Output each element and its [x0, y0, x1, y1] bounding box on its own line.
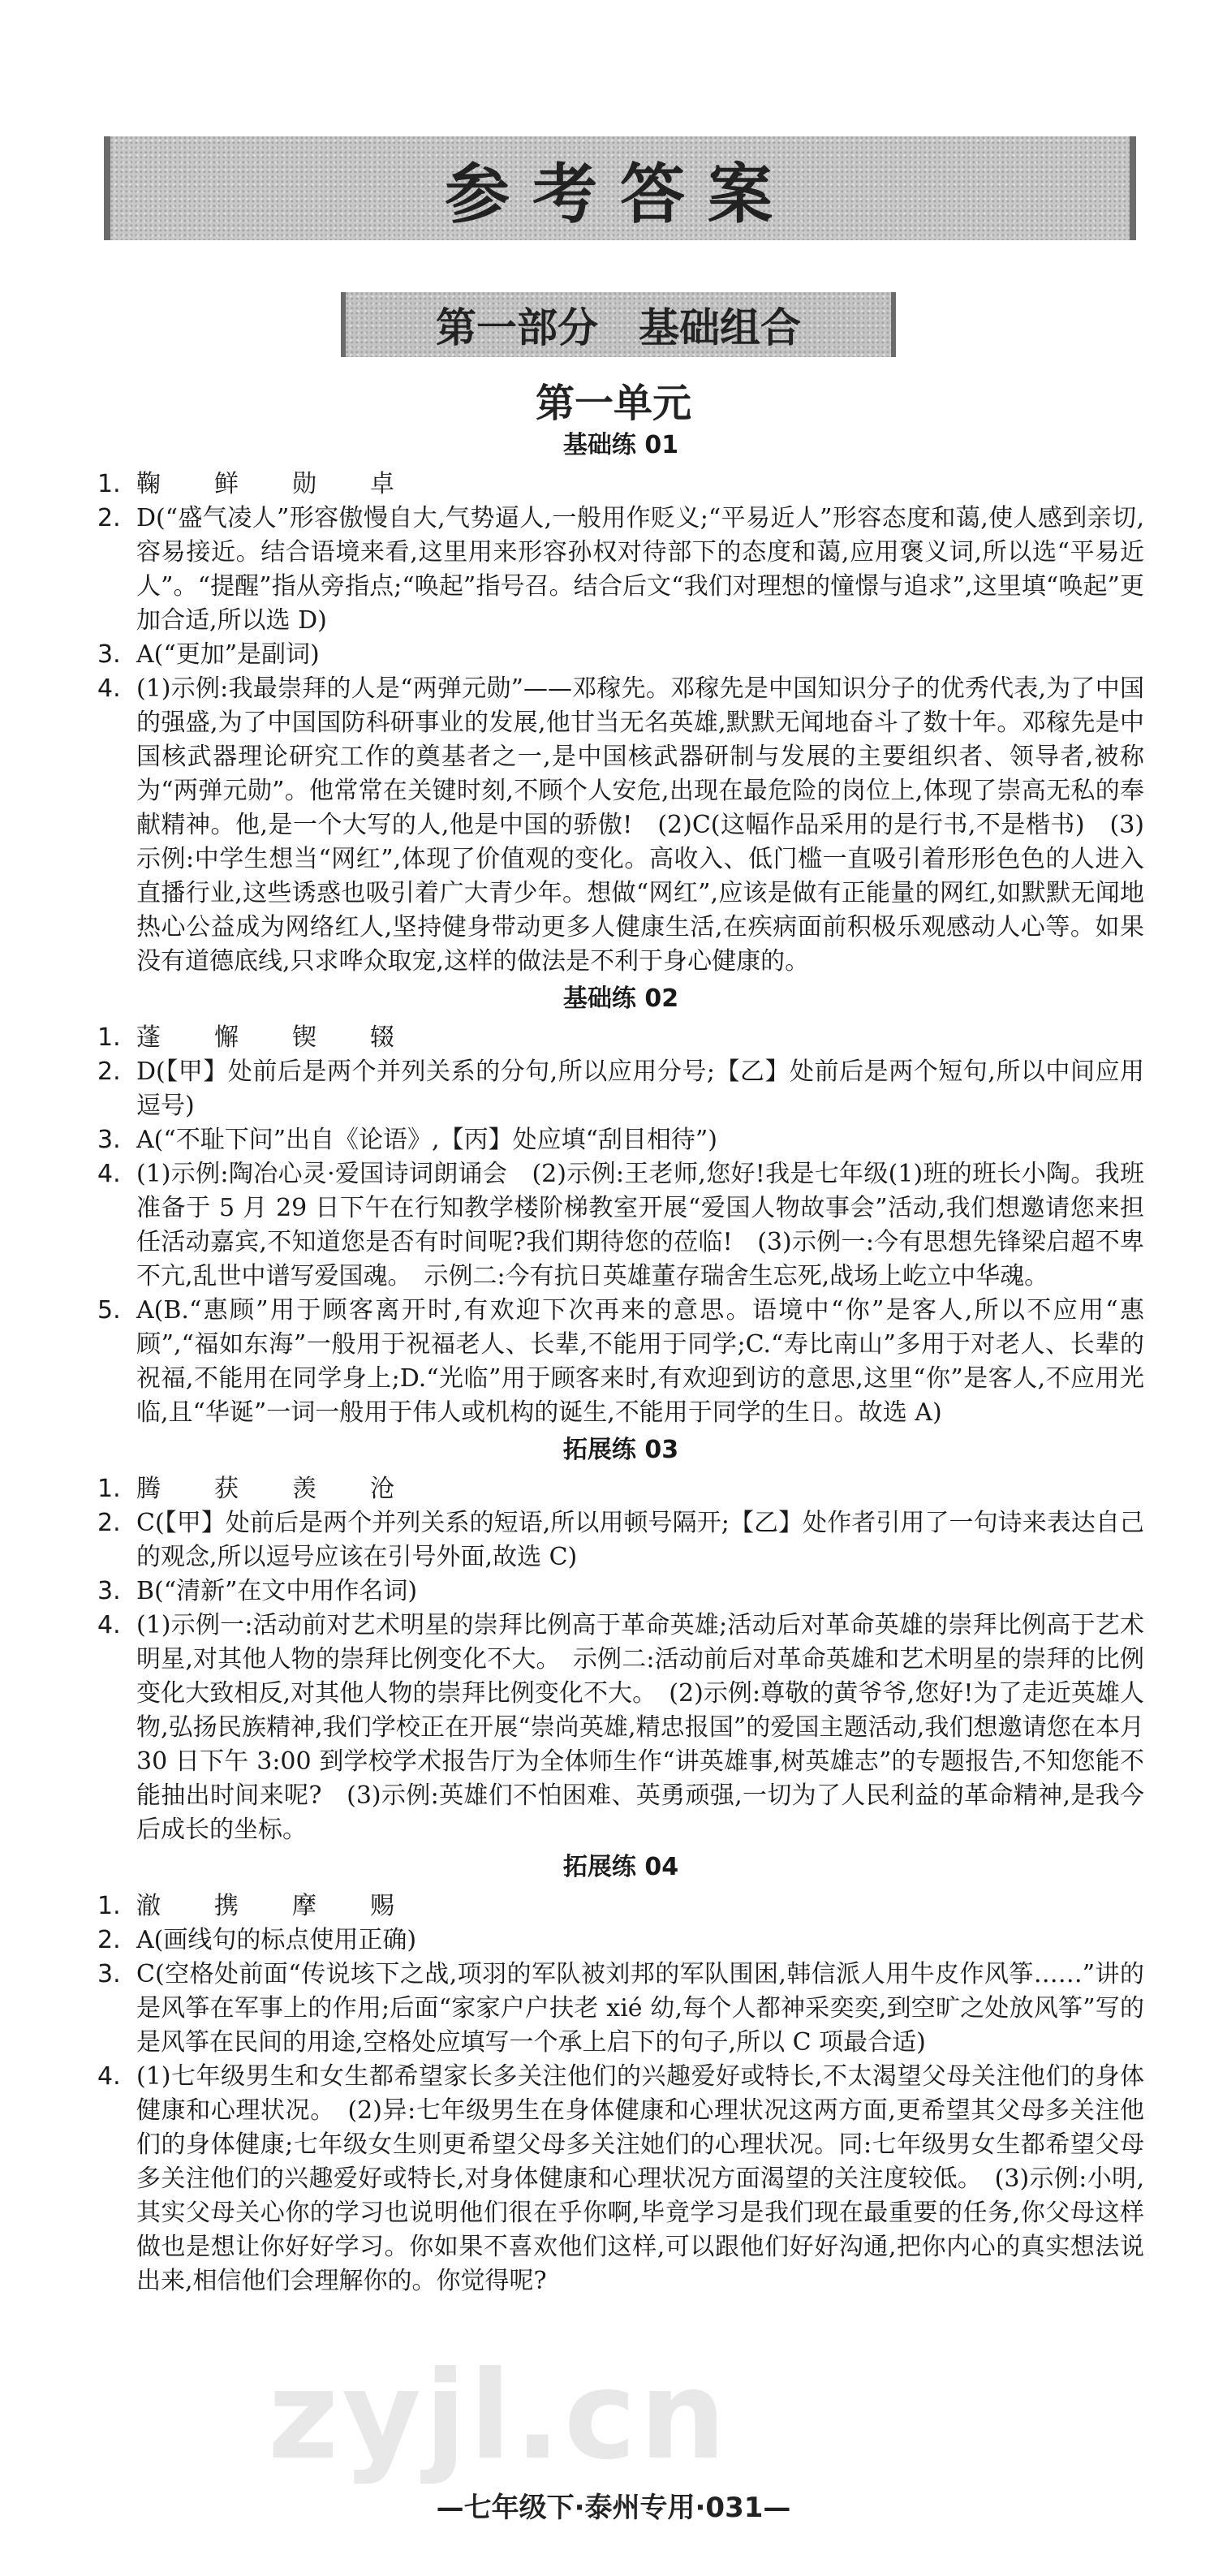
item-number: 2. [97, 504, 121, 532]
answer-content [97, 425, 1144, 2298]
answer-item [97, 1506, 1144, 1574]
page-footer: —七年级下·泰州专用·031— [436, 2492, 791, 2524]
item-number: 3. [97, 640, 121, 669]
item-text: (1)示例一:活动前对艺术明星的崇拜比例高于革命英雄;活动后对革命英雄的崇拜比例高于艺术明星,对其他人物的崇拜比例变化不大。 示例二:活动前后对革命英雄和艺术明星的崇拜的比例变化大致相反,对其他人物的崇拜比例变化不大。 (2)示例:尊敬的黄爷爷,您好!为了走近英雄人物,弘扬民族精神,我们学校正在开展“崇尚英雄,精忠报国”的爱国主题活动,我们想邀请您在本月 30 日下午 3:00 到学校学术报告厅为全体师生作“讲英雄事,树英雄志”的专题报告,不知您能不能抽出时间来呢? (3)示例:英雄们不怕困难、英勇顽强,一切为了人民利益的革命精神,是我今后成长的坐标。 [136, 1611, 1144, 1844]
item-text: D(【甲】处前后是两个并列关系的分句,所以应用分号;【乙】处前后是两个短句,所以中间应用逗号) [136, 1058, 1144, 1120]
item-number: 4. [97, 1611, 121, 1639]
item-number: 1. [97, 470, 121, 498]
item-text: (1)示例:陶冶心灵·爱国诗词朗诵会 (2)示例:王老师,您好!我是七年级(1)班的班长小陶。我班准备于 5 月 29 日下午在行知教学楼阶梯教室开展“爱国人物故事会”活动,我们想邀请您来担任活动嘉宾,不知道您是否有时间呢?我们期待您的莅临! (3)示例一:今有思想先锋梁启超不卑不亢,乱世中谱写爱国魂。 示例二:今有抗日英雄董存瑞舍生忘死,战场上屹立中华魂。 [136, 1160, 1144, 1290]
exercise-04 [97, 1847, 1144, 2298]
item-text: A(B.“惠顾”用于顾客离开时,有欢迎下次再来的意思。语境中“你”是客人,所以不应用“惠顾”,“福如东海”一般用于祝福老人、长辈,不能用于同学;C.“寿比南山”多用于对老人、长辈的祝福,不能用在同学身上;D.“光临”用于顾客来时,有欢迎到访的意思,这里“你”是客人,不应用光临,且“华诞”一词一般用于伟人或机构的诞生,不能用于同学的生日。故选 A) [136, 1296, 1144, 1427]
main-title-banner [104, 136, 1136, 240]
section-title-banner [341, 292, 896, 357]
item-number: 4. [97, 2062, 121, 2091]
answer-item [97, 1055, 1144, 1123]
item-number: 1. [97, 1892, 121, 1920]
watermark: zyjl.cn [268, 2346, 730, 2487]
answer-item [97, 1923, 1144, 1958]
item-text: (1)示例:我最崇拜的人是“两弹元勋”——邓稼先。邓稼先是中国知识分子的优秀代表,为了中国的强盛,为了中国国防科研事业的发展,他甘当无名英雄,默默无闻地奋斗了数十年。邓稼先是中国核武器理论研究工作的奠基者之一,是中国核武器研制与发展的主要组织者、领导者,被称为“两弹元勋”。他常常在关键时刻,不顾个人安危,出现在最危险的岗位上,体现了崇高无私的奉献精神。他,是一个大写的人,他是中国的骄傲! (2)C(这幅作品采用的是行书,不是楷书) (3)示例:中学生想当“网红”,体现了价值观的变化。高收入、低门槛一直吸引着形形色色的人进入直播行业,这些诱惑也吸引着广大青少年。想做“网红”,应该是做有正能量的网红,如默默无闻地热心公益成为网络红人,坚持健身带动更多人健康生活,在疾病面前积极乐观感动人心等。如果没有道德底线,只求哗众取宠,这样的做法是不利于身心健康的。 [136, 674, 1144, 976]
exercise-02 [97, 979, 1144, 1430]
item-number: 2. [97, 1926, 121, 1954]
item-number: 1. [97, 1475, 121, 1503]
exercise-title: 拓展练 03 [562, 1436, 679, 1464]
answer-item [97, 1609, 1144, 1847]
item-number: 5. [97, 1296, 121, 1325]
answer-item [97, 1123, 1144, 1157]
item-text: D(“盛气凌人”形容傲慢自大,气势逼人,一般用作贬义;“平易近人”形容态度和蔼,使人感到亲切,容易接近。结合语境来看,这里用来形容孙权对待部下的态度和蔼,应用褒义词,所以选“平易近人”。“提醒”指从旁指点;“唤起”指号召。结合后文“我们对理想的憧憬与追求”,这里填“唤起”更加合适,所以选 D) [136, 504, 1144, 635]
item-text: B(“清新”在文中用作名词) [136, 1577, 418, 1605]
item-number: 4. [97, 674, 121, 703]
item-text: A(“不耻下问”出自《论语》,【丙】处应填“刮目相待”) [136, 1126, 717, 1154]
exercise-03 [97, 1430, 1144, 1847]
answer-item [97, 1889, 1144, 1923]
main-title: 参考答案 [445, 155, 795, 232]
answer-item [97, 1472, 1144, 1506]
answer-item [97, 638, 1144, 672]
item-text: 澈 携 摩 赐 [136, 1892, 409, 1920]
item-text: 鞠 鲜 勋 卓 [136, 470, 409, 498]
item-number: 3. [97, 1577, 121, 1605]
answer-item [97, 1157, 1144, 1294]
item-number: 3. [97, 1960, 121, 1988]
item-text: C(【甲】处前后是两个并列关系的短语,所以用顿号隔开;【乙】处作者引用了一句诗来表达自己的观念,所以逗号应该在引号外面,故选 C) [136, 1509, 1144, 1571]
item-text: A(“更加”是副词) [136, 640, 320, 669]
item-number: 2. [97, 1509, 121, 1537]
answer-item [97, 1958, 1144, 2060]
answer-item [97, 1574, 1144, 1609]
item-text: 腾 获 羡 沧 [136, 1475, 409, 1503]
exercise-01 [97, 425, 1144, 979]
item-number: 2. [97, 1058, 121, 1086]
answer-item [97, 467, 1144, 502]
exercise-title: 基础练 02 [562, 984, 679, 1013]
item-text: (1)七年级男生和女生都希望家长多关注他们的兴趣爱好或特长,不太渴望父母关注他们的身体健康和心理状况。 (2)异:七年级男生在身体健康和心理状况这两方面,更希望其父母多关注他们的身体健康;七年级女生则更希望父母多关注她们的心理状况。同:七年级男女生都希望父母多关注他们的兴趣爱好或特长,对身体健康和心理状况方面渴望的关注度较低。 (3)示例:小明,其实父母关心你的学习也说明他们很在乎你啊,毕竟学习是我们现在最重要的任务,你父母这样做也是想让你好好学习。你如果不喜欢他们这样,可以跟他们好好沟通,把你内心的真实想法说出来,相信他们会理解你的。你觉得呢? [136, 2062, 1144, 2295]
item-number: 1. [97, 1023, 121, 1052]
answer-item [97, 2060, 1144, 2298]
exercise-title: 拓展练 04 [562, 1853, 679, 1881]
exercise-title: 基础练 01 [562, 431, 679, 459]
item-text: C(空格处前面“传说垓下之战,项羽的军队被刘邦的军队围困,韩信派人用牛皮作风筝……”讲的是风筝在军事上的作用;后面“家家户户扶老 xié 幼,每个人都神采奕奕,到空旷之处放风筝”写的是风筝在民间的用途,空格处应填写一个承上启下的句子,所以 C 项最合适) [136, 1960, 1144, 2057]
answer-item [97, 1021, 1144, 1055]
section-title: 第一部分 基础组合 [436, 304, 801, 351]
answer-item [97, 502, 1144, 638]
item-number: 3. [97, 1126, 121, 1154]
unit-title: 第一单元 [535, 381, 691, 426]
item-text: 蓬 懈 锲 辍 [136, 1023, 409, 1052]
item-text: A(画线句的标点使用正确) [136, 1926, 417, 1954]
answer-item [97, 672, 1144, 979]
item-number: 4. [97, 1160, 121, 1188]
answer-item [97, 1294, 1144, 1430]
